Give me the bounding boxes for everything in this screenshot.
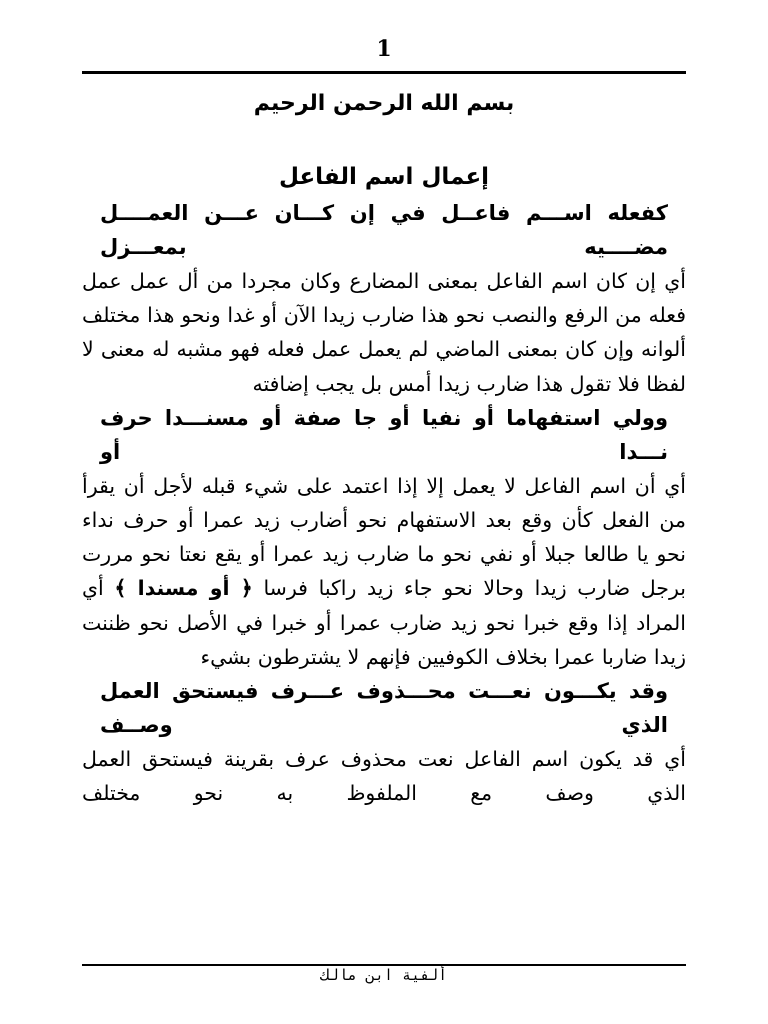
section-title: إعمال اسم الفاعل [278, 164, 490, 190]
header-rule [82, 71, 686, 74]
verse-1: كفعله اســـم فاعــل في إن كـــان عـــن العمــــل مضــــيه بمعـــزل [100, 201, 668, 259]
commentary-2-part-b: أي المراد إذا وقع خبرا نحو زيد ضارب عمرا أو خبرا في الأصل نحو ظننت زيدا ضاربا عمرا بخلاف الكوفيين فإنهم لا يشترطون بشيء [82, 576, 686, 669]
quoted-phrase: ﴿ أو مسندا ﴾ [114, 576, 253, 601]
commentary-1: أي إن كان اسم الفاعل بمعنى المضارع وكان مجردا من أل عمل عمل فعله من الرفع والنصب نحو هذا ضارب زيدا الآن أو غدا ونحو هذا مختلف ألوانه وإن كان بمعنى الماضي لم يعمل عمل فعله فهو مشبه له معنى لا لفظا فلا تقول هذا ضارب زيدا أمس بل يجب إضافته [82, 269, 686, 396]
running-footer: ألفية ابن مالك [320, 966, 448, 984]
page-number: 1 [376, 36, 392, 62]
basmala: بسم الله الرحمن الرحيم [253, 91, 515, 116]
commentary-2 [82, 469, 686, 674]
verse-3: وقد يكـــون نعـــت محـــذوف عـــرف فيستحق العمل الذي وصــف [100, 679, 668, 738]
commentary-2-part-a: أي أن اسم الفاعل لا يعمل إلا إذا اعتمد على شيء قبله لأجل أن يقرأ من الفعل كأن وقع بعد الاستفهام نحو أضارب زيد عمرا أو حرف نداء نحو يا طالعا جبلا أو نفي نحو ما ضارب زيد عمرا أو يقع نعتا نحو مررت برجل ضارب زيدا وحالا نحو جاء زيد راكبا فرسا [82, 473, 686, 601]
page-body [82, 84, 686, 810]
verse-2: وولي استفهاما أو نفيا أو جا صفة أو مسنـــدا حرف نـــدا أو [100, 405, 668, 464]
commentary-3: أي قد يكون اسم الفاعل نعت محذوف عرف بقرينة فيستحق العمل الذي وصف مع الملفوظ به نحو مختلف [82, 747, 686, 806]
